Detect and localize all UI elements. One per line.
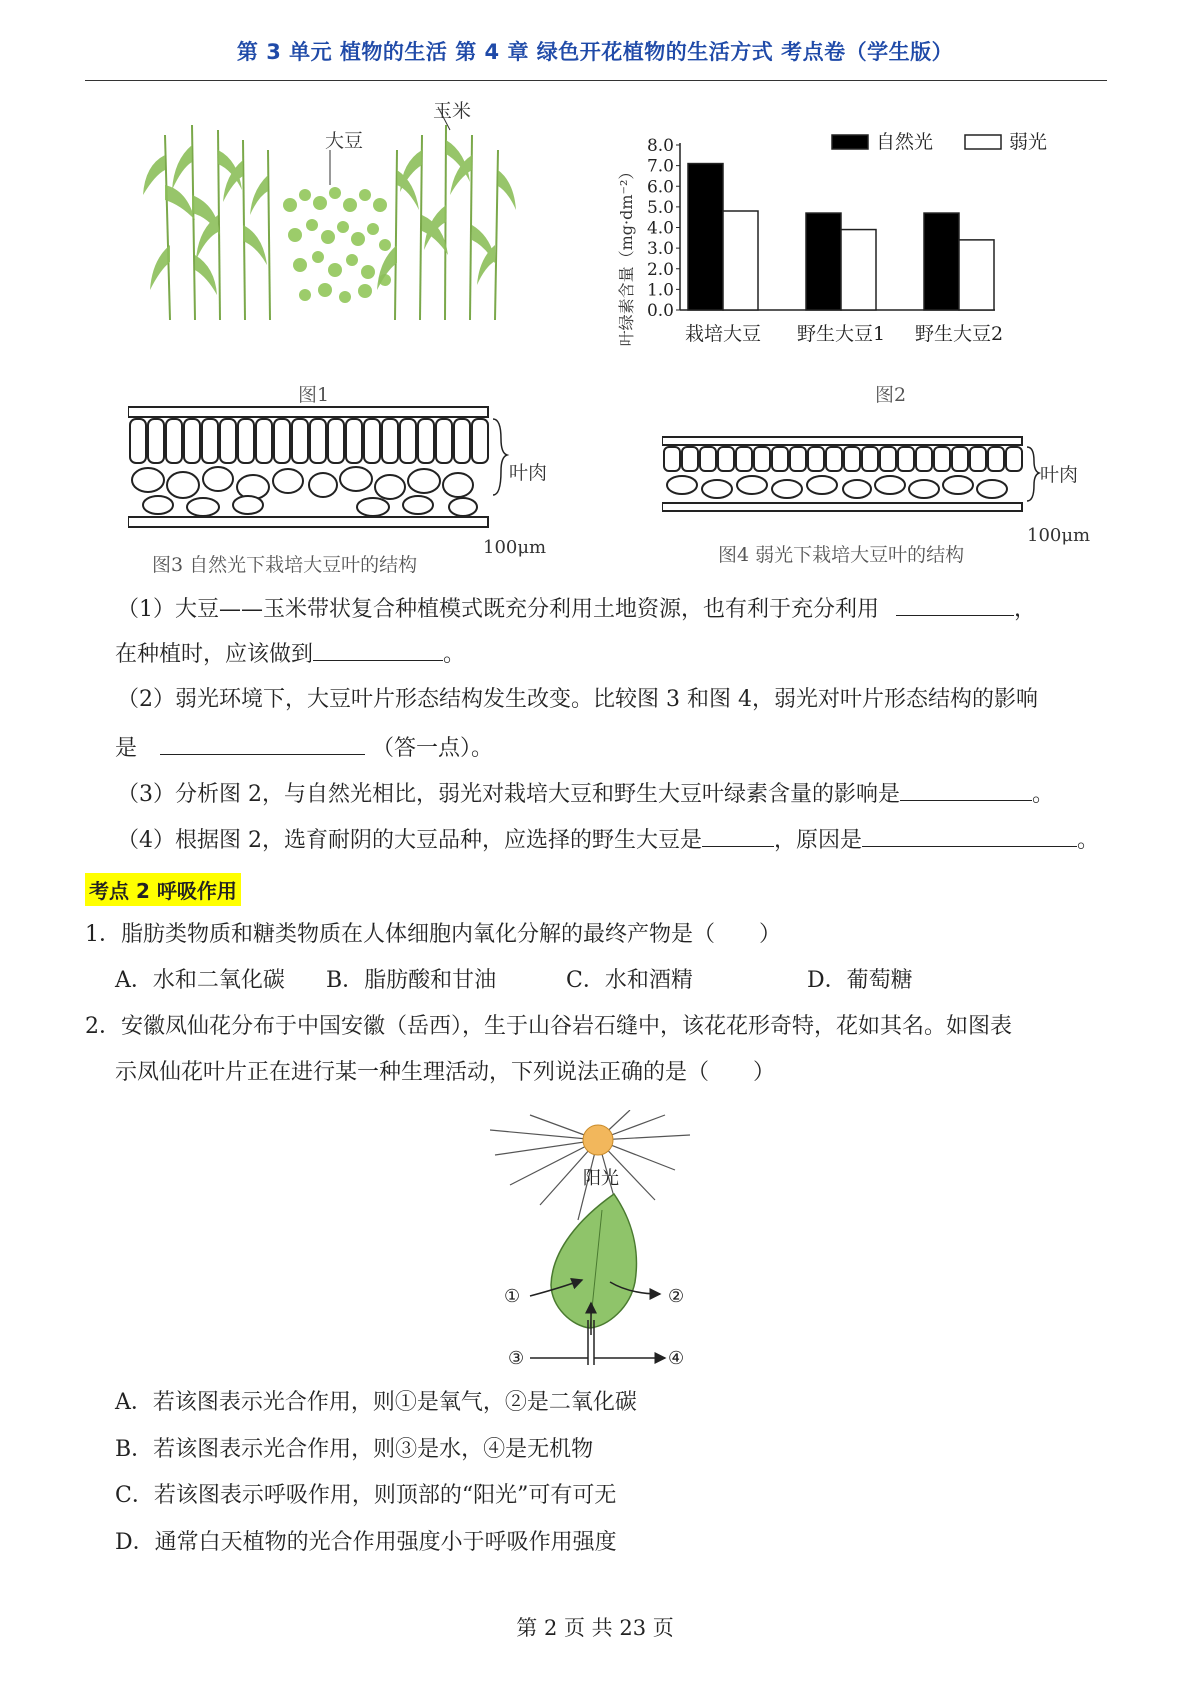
question-2-line-2: [115, 732, 493, 764]
figure3-caption: 图3 自然光下栽培大豆叶的结构: [152, 554, 418, 576]
label-3: ③: [508, 1348, 525, 1369]
q2-answer-blank[interactable]: [160, 732, 365, 755]
q1b-text: 在种植时，应该做到: [115, 642, 314, 667]
mc1-option-d[interactable]: D．葡萄糖: [807, 968, 913, 993]
q1-answer-blank-2[interactable]: [313, 638, 443, 661]
chart-y-tick-label: 7.0: [646, 156, 674, 177]
sun-icon: [583, 1125, 613, 1155]
section-2-heading: 考点 2 呼吸作用: [85, 873, 241, 906]
figure3-leaf-section-natural-light: [128, 405, 538, 540]
q2-text: （2）弱光环境下，大豆叶片形态结构发生改变。比较图 3 和图 4，弱光对叶片形态结构的影响: [117, 687, 1038, 712]
figure4-caption: 图4 弱光下栽培大豆叶的结构: [718, 544, 965, 566]
mc2-option-c[interactable]: C．若该图表示呼吸作用，则顶部的“阳光”可有可无: [115, 1483, 617, 1508]
mc2-stem-line-1: 2．安徽凤仙花分布于中国安徽（岳西），生于山谷岩石缝中，该花花形奇特，花如其名。如图表: [85, 1014, 1013, 1039]
chart-y-tick-label: 3.0: [646, 239, 674, 260]
q3-text-end: 。: [1032, 782, 1055, 807]
figure1-label-corn: 玉米: [433, 100, 472, 122]
chart-legend-label: 自然光: [876, 131, 934, 153]
chart-y-tick-label: 8.0: [646, 136, 674, 156]
sun-label: 阳光: [583, 1168, 619, 1189]
chart-bar: [924, 213, 959, 310]
chart-legend-swatch: [832, 135, 868, 149]
q4-text-mid: ，原因是: [774, 828, 863, 853]
q4-answer-blank-1[interactable]: [702, 824, 774, 847]
chart-y-axis-label: 叶绿素含量（mg·dm⁻²）: [617, 163, 636, 347]
figure2-caption: 图2: [875, 384, 907, 406]
sun-rays: [490, 1110, 690, 1220]
label-2: ②: [668, 1286, 685, 1307]
page-header-title: 第 3 单元 植物的生活 第 4 章 绿色开花植物的生活方式 考点卷（学生版）: [236, 40, 954, 64]
mc1-option-c[interactable]: C．水和酒精: [566, 968, 693, 993]
chart-category-label: 野生大豆2: [914, 323, 1004, 345]
chart-y-tick-label: 5.0: [646, 197, 674, 218]
q2b-text: 是: [115, 736, 138, 761]
question-1-line-1: [117, 593, 1036, 625]
figure1-label-soybean: 大豆: [325, 130, 364, 152]
chart-y-tick-label: 0.0: [646, 301, 674, 321]
q4-text: （4）根据图 2，选育耐阴的大豆品种，应选择的野生大豆是: [117, 828, 702, 853]
header-rule: [85, 80, 1107, 81]
mc2-option-a[interactable]: A．若该图表示光合作用，则①是氧气，②是二氧化碳: [115, 1390, 637, 1415]
q3-answer-blank[interactable]: [900, 778, 1032, 801]
figure4-label-mesophyll: 叶肉: [1040, 464, 1079, 486]
q4-text-end: 。: [1077, 828, 1100, 853]
mc1-stem: 1．脂肪类物质和糖类物质在人体细胞内氧化分解的最终产物是（ ）: [85, 922, 781, 947]
mc2-stem-line-2: 示凤仙花叶片正在进行某一种生理活动，下列说法正确的是（ ）: [115, 1060, 776, 1085]
mc2-option-b[interactable]: B．若该图表示光合作用，则③是水，④是无机物: [115, 1437, 594, 1462]
chart-legend-label: 弱光: [1009, 131, 1048, 153]
question-2-line-1: [117, 685, 1038, 715]
chart-legend-swatch: [965, 135, 1001, 149]
q1-text: （1）大豆——玉米带状复合种植模式既充分利用土地资源，也有利于充分利用: [117, 597, 879, 622]
q1b-text-end: 。: [443, 642, 466, 667]
chart-bar: [806, 213, 841, 310]
chart-y-tick-label: 2.0: [646, 259, 674, 280]
mc2-option-d[interactable]: D．通常白天植物的光合作用强度小于呼吸作用强度: [115, 1530, 617, 1555]
chart-category-label: 栽培大豆: [684, 323, 762, 345]
chart-bar: [959, 240, 994, 310]
mc1-option-a[interactable]: A．水和二氧化碳: [115, 968, 285, 993]
chart-y-tick-label: 4.0: [646, 218, 674, 239]
figure4-leaf-section-weak-light: [662, 435, 1062, 525]
chart-bar: [841, 230, 876, 310]
page-footer: 第 2 页 共 23 页: [516, 1616, 674, 1640]
chart-y-tick-label: 6.0: [646, 177, 674, 198]
question-4: [117, 824, 1099, 856]
figure2-chlorophyll-bar-chart: [610, 130, 1090, 390]
q1-text-end: ，: [1014, 597, 1037, 622]
chart-bar: [723, 211, 758, 310]
figure4-scale: 100μm: [1027, 525, 1091, 546]
chart-y-tick-label: 1.0: [646, 280, 674, 301]
figure3-label-mesophyll: 叶肉: [509, 462, 548, 484]
question-3: [117, 778, 1054, 810]
chart-bar: [688, 164, 723, 310]
q1-answer-blank-1[interactable]: [896, 593, 1014, 616]
mc1-option-b[interactable]: B．脂肪酸和甘油: [326, 968, 497, 993]
leaf-icon: [551, 1194, 636, 1328]
chart-category-label: 野生大豆1: [796, 323, 886, 345]
label-4: ④: [668, 1348, 685, 1369]
soybean-middle: [283, 187, 391, 303]
q3-text: （3）分析图 2，与自然光相比，弱光对栽培大豆和野生大豆叶绿素含量的影响是: [117, 782, 900, 807]
q2b-text-end: （答一点）。: [372, 736, 494, 761]
leaf-physiology-diagram: [490, 1110, 730, 1375]
figure3-scale: 100μm: [483, 537, 547, 558]
label-1: ①: [504, 1286, 521, 1307]
question-1-line-2: [115, 638, 465, 670]
q4-answer-blank-2[interactable]: [862, 824, 1077, 847]
figure1-caption: 图1: [298, 384, 330, 406]
